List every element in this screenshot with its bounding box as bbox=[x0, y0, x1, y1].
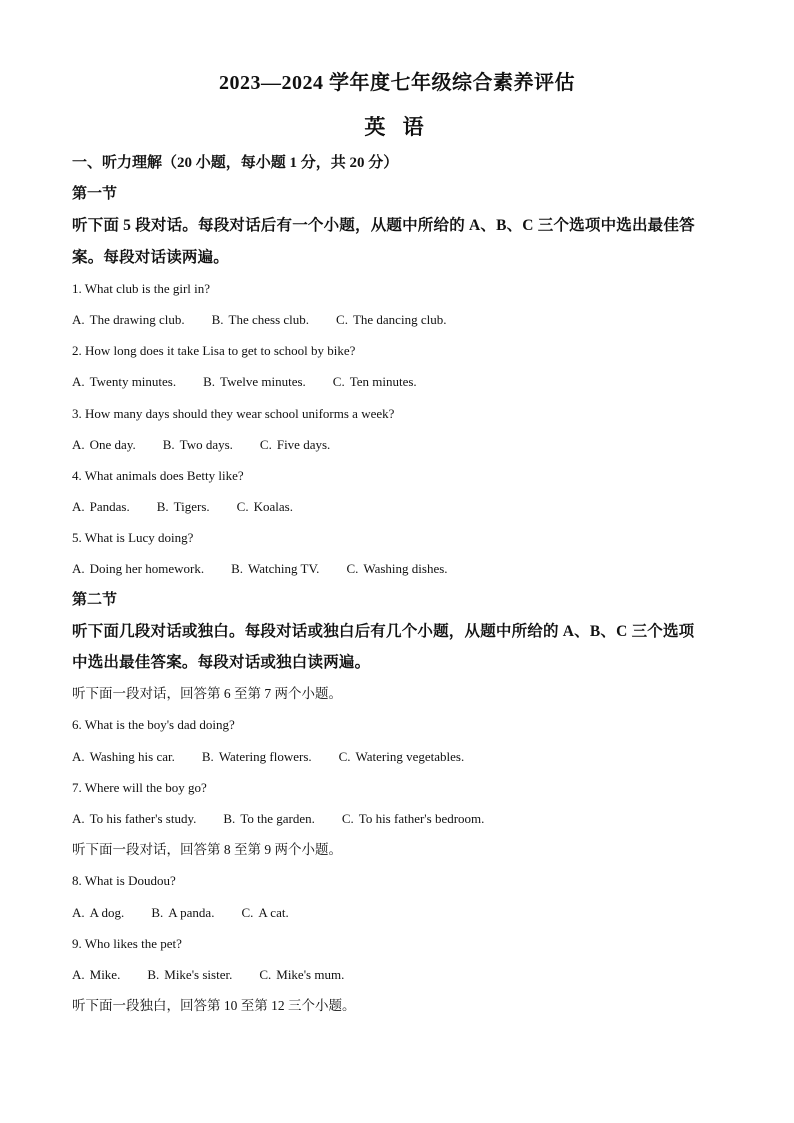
option-row bbox=[72, 304, 732, 335]
part1-question-list bbox=[72, 273, 732, 585]
option-a bbox=[72, 959, 120, 990]
option-letter: B. bbox=[147, 966, 160, 982]
part2-label: 第二节 bbox=[72, 591, 118, 608]
group2-question-list bbox=[72, 865, 732, 990]
option-row bbox=[72, 741, 732, 772]
option-b bbox=[202, 741, 312, 772]
option-b bbox=[151, 897, 214, 928]
option-text: Doing her homework. bbox=[89, 561, 205, 577]
option-row bbox=[72, 429, 732, 460]
question-text: 1. What club is the girl in? bbox=[72, 280, 211, 296]
part1-instruction-line2: 案。每段对话读两遍。 bbox=[72, 248, 230, 266]
option-letter: A. bbox=[72, 436, 85, 452]
option-c bbox=[260, 429, 330, 460]
option-c bbox=[237, 491, 293, 522]
option-c bbox=[336, 304, 446, 335]
option-a bbox=[72, 429, 136, 460]
question-text: 9. Who likes the pet? bbox=[72, 935, 182, 951]
option-letter: B. bbox=[203, 374, 216, 390]
option-a bbox=[72, 897, 124, 928]
option-row bbox=[72, 803, 732, 834]
option-row bbox=[72, 897, 732, 928]
part1-label: 第一节 bbox=[72, 186, 118, 203]
group3-intro: 听下面一段独白，回答第 10 至第 12 三个小题。 bbox=[72, 998, 356, 1014]
question-text: 2. How long does it take Lisa to get to school by bike? bbox=[72, 343, 356, 359]
option-text: Mike's sister. bbox=[164, 966, 233, 982]
option-text: Twelve minutes. bbox=[220, 374, 306, 390]
option-b bbox=[212, 304, 309, 335]
option-text: The dancing club. bbox=[352, 311, 447, 327]
option-b bbox=[147, 959, 232, 990]
group1-intro: 听下面一段对话，回答第 6 至第 7 两个小题。 bbox=[72, 686, 342, 702]
option-text: To the garden. bbox=[240, 810, 315, 826]
option-letter: B. bbox=[201, 748, 214, 764]
option-c bbox=[259, 959, 344, 990]
option-letter: A. bbox=[72, 311, 85, 327]
option-row bbox=[72, 959, 732, 990]
option-text: To his father's study. bbox=[89, 810, 197, 826]
option-text: Watering flowers. bbox=[218, 748, 312, 764]
option-text: The drawing club. bbox=[89, 311, 185, 327]
option-letter: C. bbox=[332, 374, 345, 390]
option-letter: A. bbox=[72, 748, 85, 764]
option-a bbox=[72, 366, 176, 397]
option-letter: A. bbox=[72, 904, 85, 920]
option-text: Koalas. bbox=[253, 499, 293, 515]
option-a bbox=[72, 304, 185, 335]
option-a bbox=[72, 491, 130, 522]
group1-question-list bbox=[72, 709, 732, 834]
option-letter: A. bbox=[72, 374, 85, 390]
option-text: Mike. bbox=[89, 966, 121, 982]
option-text: Watching TV. bbox=[248, 561, 320, 577]
question-text: 5. What is Lucy doing? bbox=[72, 530, 194, 546]
option-c bbox=[346, 553, 447, 584]
part2-instruction-line2: 中选出最佳答案。每段对话或独白读两遍。 bbox=[72, 654, 371, 671]
option-letter: B. bbox=[156, 499, 169, 515]
option-c bbox=[342, 803, 485, 834]
option-b bbox=[157, 491, 210, 522]
option-text: Pandas. bbox=[89, 499, 130, 515]
option-b bbox=[203, 366, 306, 397]
option-text: A cat. bbox=[258, 904, 289, 920]
option-letter: C. bbox=[259, 966, 272, 982]
option-letter: C. bbox=[236, 499, 249, 515]
option-text: The chess club. bbox=[228, 311, 310, 327]
option-text: A dog. bbox=[89, 904, 125, 920]
option-text: Ten minutes. bbox=[349, 374, 417, 390]
option-c bbox=[333, 366, 417, 397]
option-letter: B. bbox=[211, 311, 224, 327]
option-text: Washing dishes. bbox=[363, 561, 448, 577]
exam-title: 2023—2024 学年度七年级综合素养评估 bbox=[219, 72, 575, 94]
question-text: 7. Where will the boy go? bbox=[72, 779, 207, 795]
option-letter: C. bbox=[259, 436, 272, 452]
option-text: Twenty minutes. bbox=[89, 374, 177, 390]
option-text: Five days. bbox=[276, 436, 331, 452]
option-b bbox=[163, 429, 233, 460]
question-text: 8. What is Doudou? bbox=[72, 873, 176, 889]
option-letter: B. bbox=[223, 810, 236, 826]
option-row bbox=[72, 491, 732, 522]
option-letter: A. bbox=[72, 499, 85, 515]
option-letter: B. bbox=[151, 904, 164, 920]
part2-instruction-line1: 听下面几段对话或独白。每段对话或独白后有几个小题，从题中所给的 A、B、C 三个选项 bbox=[72, 622, 695, 640]
subject-title: 英 语 bbox=[364, 115, 430, 139]
question-text: 6. What is the boy's dad doing? bbox=[72, 717, 235, 733]
option-letter: C. bbox=[338, 748, 351, 764]
option-text: Two days. bbox=[179, 436, 233, 452]
option-text: Mike's mum. bbox=[276, 966, 345, 982]
option-letter: C. bbox=[336, 311, 348, 327]
option-text: Washing his car. bbox=[89, 748, 175, 764]
option-letter: A. bbox=[72, 810, 85, 826]
option-text: One day. bbox=[89, 436, 136, 452]
option-text: A panda. bbox=[168, 904, 215, 920]
option-b bbox=[223, 803, 314, 834]
question-text: 3. How many days should they wear school uniforms a week? bbox=[72, 405, 395, 421]
option-text: Tigers. bbox=[173, 499, 210, 515]
option-c bbox=[339, 741, 465, 772]
exam-content bbox=[72, 148, 732, 1021]
option-letter: C. bbox=[346, 561, 359, 577]
option-a bbox=[72, 741, 175, 772]
option-letter: B. bbox=[231, 561, 244, 577]
part1-instruction-line1: 听下面 5 段对话。每段对话后有一个小题，从题中所给的 A、B、C 三个选项中选出最佳答 bbox=[72, 217, 695, 235]
option-letter: C. bbox=[241, 904, 254, 920]
option-letter: C. bbox=[341, 810, 354, 826]
section-heading: 一、听力理解（20 小题，每小题 1 分，共 20 分） bbox=[72, 155, 399, 171]
option-text: Watering vegetables. bbox=[355, 748, 465, 764]
option-letter: B. bbox=[162, 436, 175, 452]
question-text: 4. What animals does Betty like? bbox=[72, 467, 244, 483]
option-letter: A. bbox=[72, 966, 85, 982]
option-c bbox=[241, 897, 288, 928]
option-letter: A. bbox=[72, 561, 85, 577]
option-text: To his father's bedroom. bbox=[358, 810, 485, 826]
option-a bbox=[72, 553, 204, 584]
option-a bbox=[72, 803, 196, 834]
group2-intro: 听下面一段对话，回答第 8 至第 9 两个小题。 bbox=[72, 842, 342, 858]
option-b bbox=[231, 553, 319, 584]
option-row bbox=[72, 553, 732, 584]
option-row bbox=[72, 366, 732, 397]
